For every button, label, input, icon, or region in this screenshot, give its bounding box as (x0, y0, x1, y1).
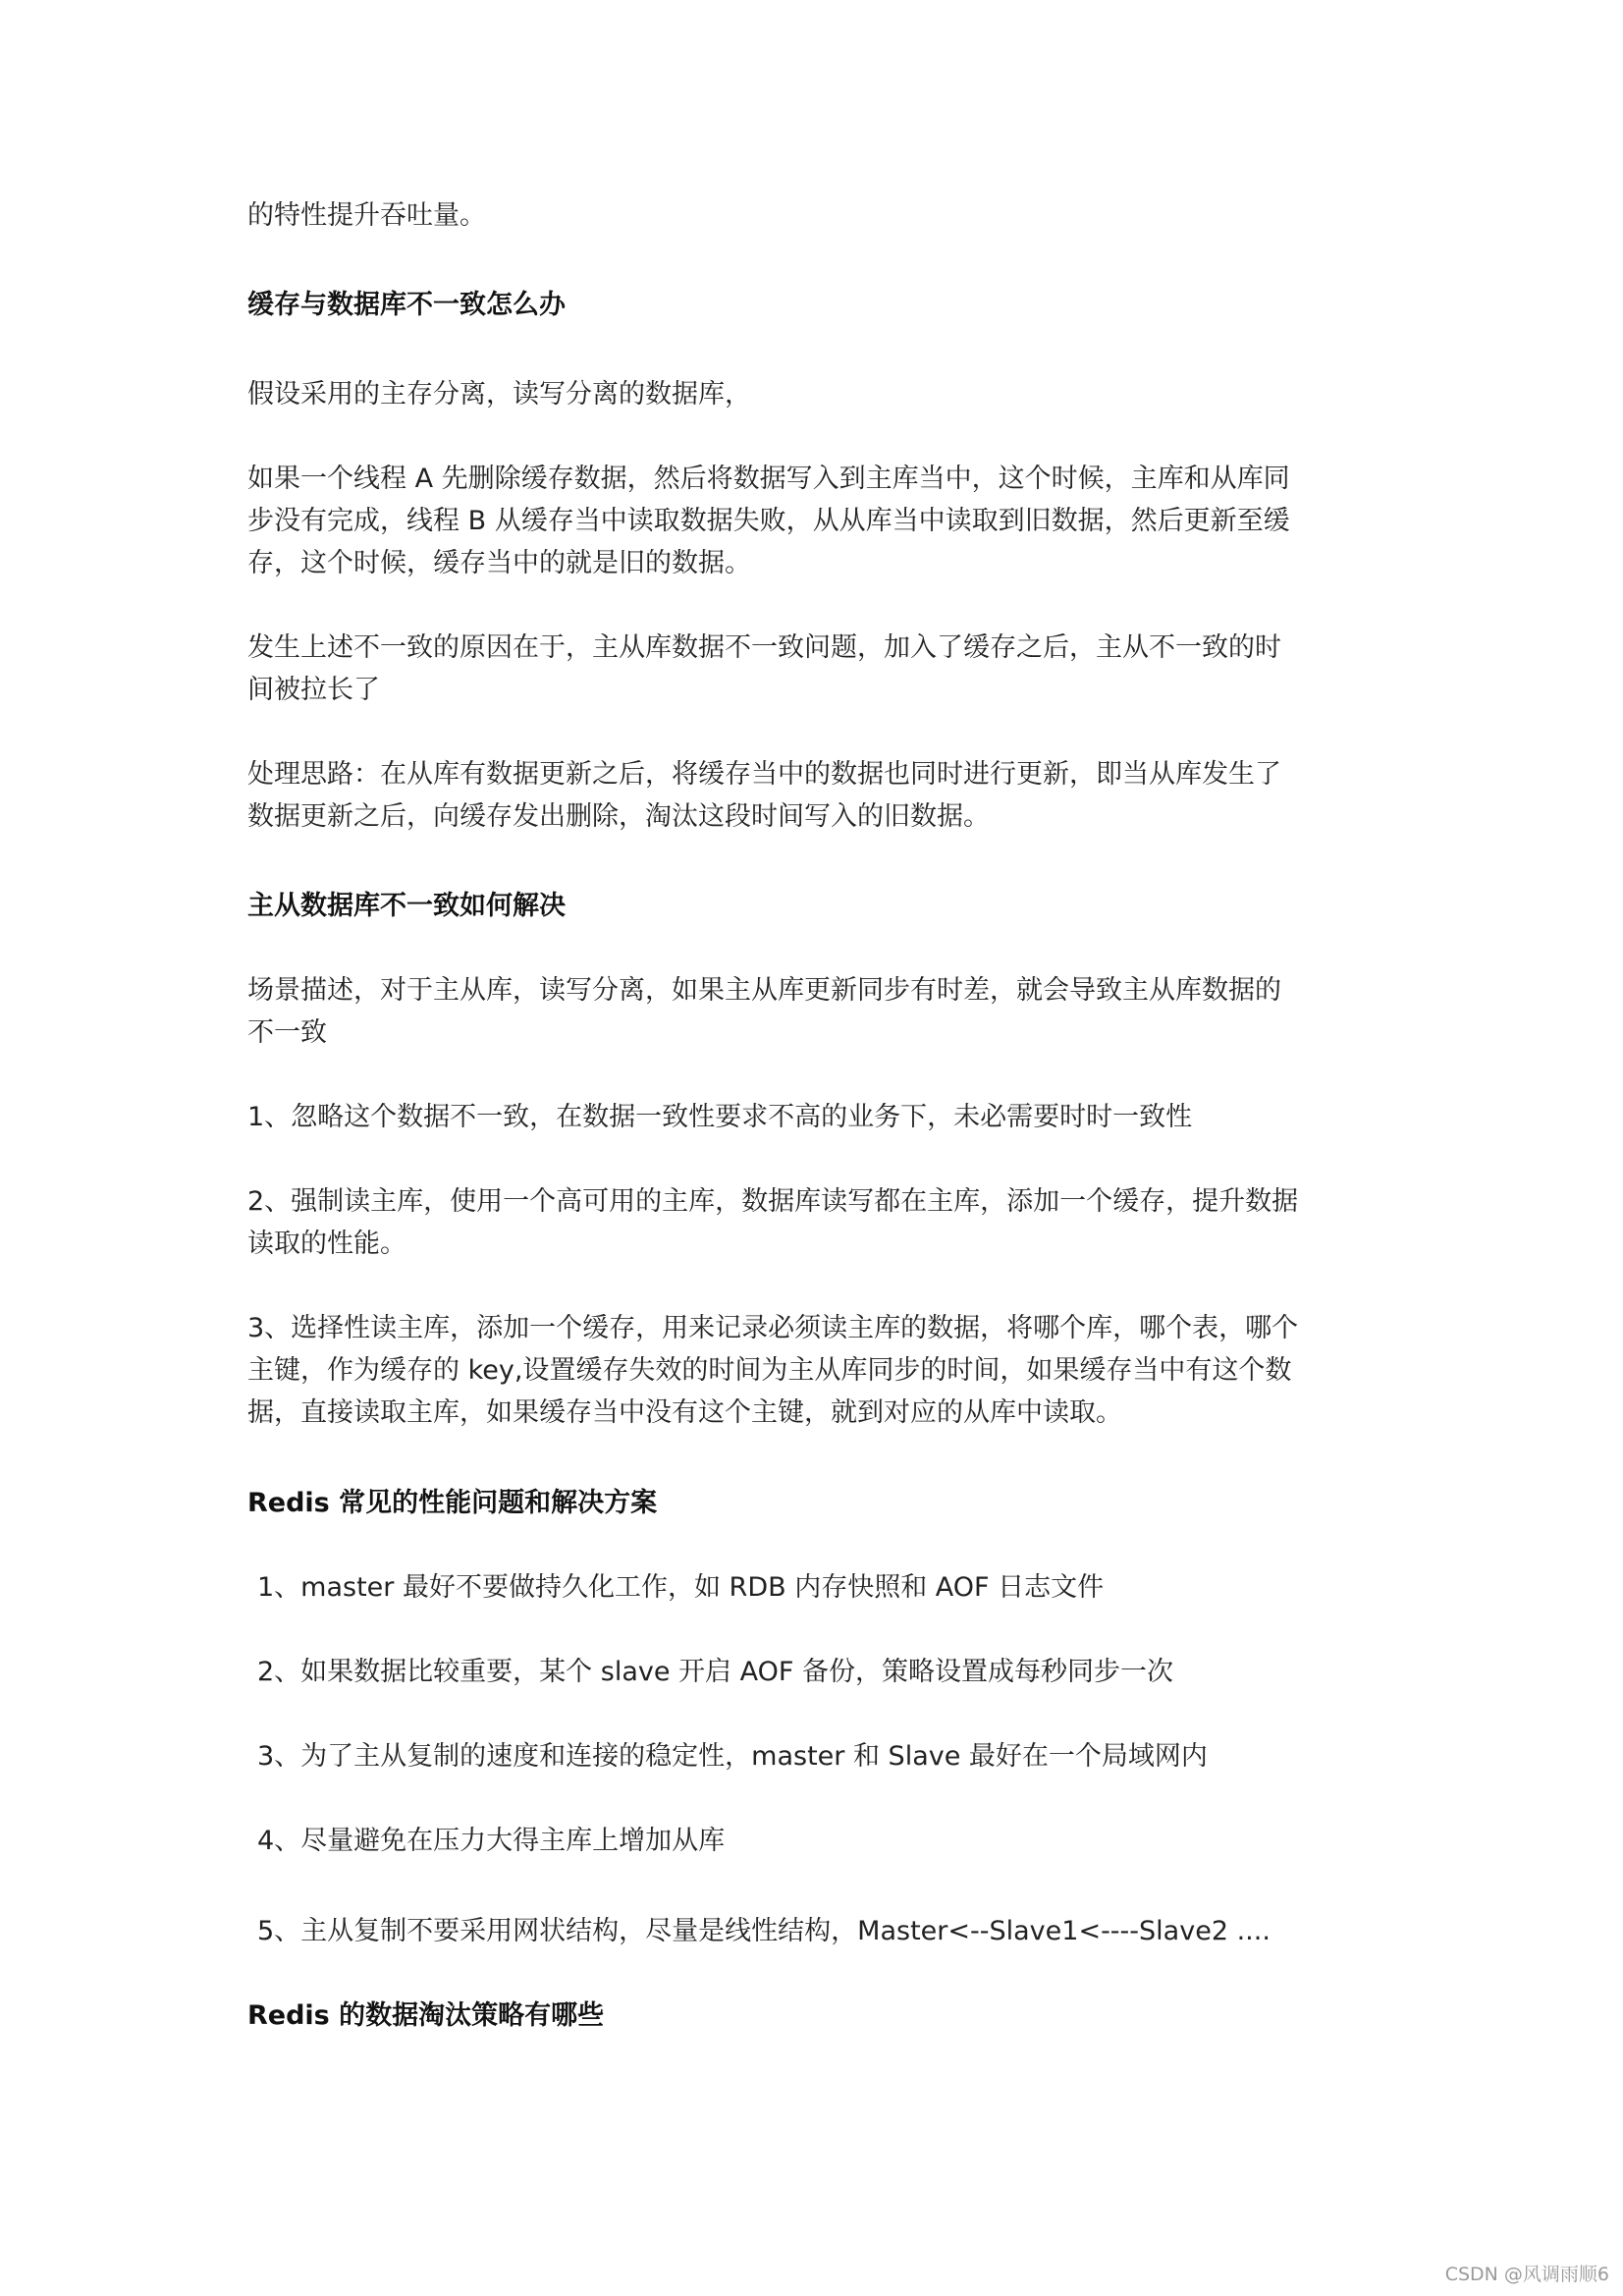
heading-cache-db-inconsistency: 缓存与数据库不一致怎么办 (247, 290, 566, 320)
list-item-1: 1、忽略这个数据不一致，在数据一致性要求不高的业务下，未必需要时时一致性 (247, 1102, 1193, 1132)
paragraph-scenario: 场景描述，对于主从库，读写分离，如果主从库更新同步有时差，就会导致主从库数据的 不一致 (247, 975, 1281, 1048)
perf-item-1: 1、master 最好不要做持久化工作，如 RDB 内存快照和 AOF 日志文件 (257, 1572, 1105, 1603)
paragraph-assumption: 假设采用的主存分离，读写分离的数据库， (247, 379, 751, 410)
paragraph-thread-scenario: 如果一个线程 A 先删除缓存数据，然后将数据写入到主库当中，这个时候，主库和从库同 步没有完成，线程 B 从缓存当中读取数据失败，从从库当中读取到旧数据，然后更新至缓 存，这个时候，缓存当中的就是旧的数据。 (247, 464, 1290, 578)
perf-item-5: 5、主从复制不要采用网状结构，尽量是线性结构，Master<--Slave1<----Slave2 .... (257, 1916, 1271, 1946)
perf-item-2: 2、如果数据比较重要，某个 slave 开启 AOF 备份，策略设置成每秒同步一次 (257, 1657, 1173, 1687)
list-item-3: 3、选择性读主库，添加一个缓存，用来记录必须读主库的数据，将哪个库，哪个表，哪个 主键，作为缓存的 key,设置缓存失效的时间为主从库同步的时间，如果缓存当中有这个数 据，直接读取主库，如果缓存当中没有这个主键，就到对应的从库中读取。 (247, 1313, 1299, 1428)
perf-item-3: 3、为了主从复制的速度和连接的稳定性，master 和 Slave 最好在一个局域网内 (257, 1741, 1208, 1772)
paragraph-throughput: 的特性提升吞吐量。 (247, 200, 486, 231)
list-item-2: 2、强制读主库，使用一个高可用的主库，数据库读写都在主库，添加一个缓存，提升数据 读取的性能。 (247, 1186, 1299, 1259)
heading-eviction-policy: Redis 的数据淘汰策略有哪些 (247, 2000, 605, 2031)
perf-item-4: 4、尽量避免在压力大得主库上增加从库 (257, 1826, 726, 1856)
heading-master-slave-inconsistency: 主从数据库不一致如何解决 (247, 891, 566, 921)
heading-redis-performance: Redis 常见的性能问题和解决方案 (247, 1488, 658, 1518)
csdn-watermark: CSDN @风调雨顺6 (1444, 2264, 1609, 2285)
paragraph-cause: 发生上述不一致的原因在于，主从库数据不一致问题，加入了缓存之后，主从不一致的时 间被拉长了 (247, 632, 1281, 705)
paragraph-solution-idea: 处理思路：在从库有数据更新之后，将缓存当中的数据也同时进行更新，即当从库发生了 数据更新之后，向缓存发出删除，淘汰这段时间写入的旧数据。 (247, 759, 1281, 832)
